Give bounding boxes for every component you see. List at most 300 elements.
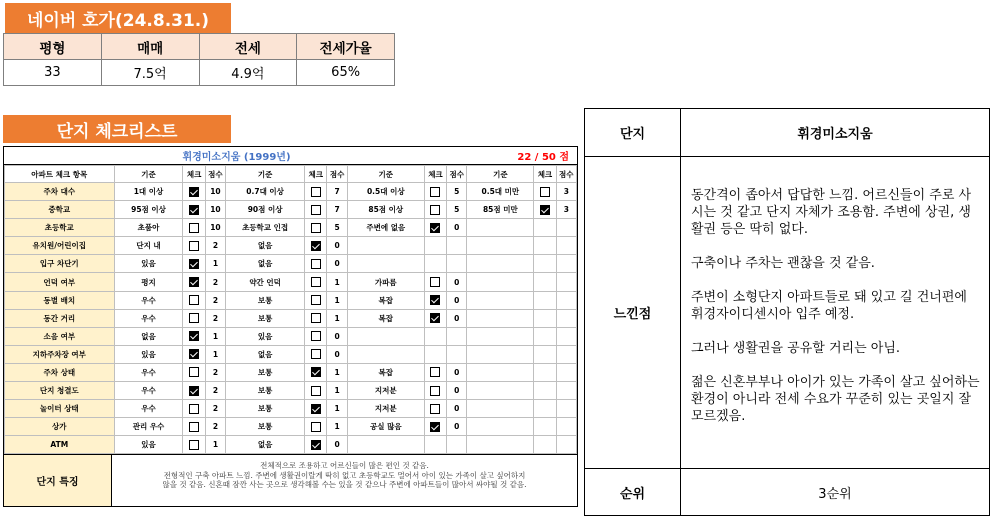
criterion-label: 우수 bbox=[114, 309, 183, 327]
checklist-row bbox=[5, 382, 577, 400]
checkbox-checked[interactable] bbox=[189, 205, 199, 215]
check-cell bbox=[305, 400, 327, 418]
criterion-label bbox=[347, 255, 424, 273]
check-item-label: 지하주차장 여부 bbox=[5, 345, 115, 363]
checklist-column-header: 기준 bbox=[226, 166, 305, 183]
impression-paragraph: 주변이 소형단지 아파트들로 돼 있고 길 건너편에 휘경자이디센시아 입주 예정. bbox=[691, 290, 967, 322]
criterion-label: 우수 bbox=[114, 400, 183, 418]
points-value: 2 bbox=[205, 363, 225, 381]
criterion-label bbox=[467, 291, 534, 309]
criterion-label: 0.7대 이상 bbox=[226, 183, 305, 201]
points-value: 2 bbox=[205, 382, 225, 400]
checkbox-unchecked[interactable] bbox=[430, 187, 440, 197]
points-value bbox=[556, 363, 576, 381]
check-item-label: 단지 청결도 bbox=[5, 382, 115, 400]
criterion-label: 우수 bbox=[114, 382, 183, 400]
impression-paragraph: 젊은 신혼부부나 아이가 있는 가족이 살고 싶어하는 환경이 아니라 전세 수요가 꾸준히 있는 곳일지 잘 모르겠음. bbox=[691, 375, 980, 424]
checkbox-unchecked[interactable] bbox=[189, 422, 199, 432]
check-cell bbox=[534, 400, 556, 418]
checkbox-unchecked[interactable] bbox=[311, 187, 321, 197]
points-value: 0 bbox=[327, 255, 347, 273]
points-value: 10 bbox=[205, 219, 225, 237]
check-cell bbox=[534, 345, 556, 363]
checkbox-checked[interactable] bbox=[430, 422, 440, 432]
criterion-label: 1대 이상 bbox=[114, 183, 183, 201]
checkbox-checked[interactable] bbox=[189, 187, 199, 197]
check-item-label: 소음 여부 bbox=[5, 327, 115, 345]
checklist-column-header: 점수 bbox=[447, 166, 467, 183]
criterion-label bbox=[467, 436, 534, 454]
checklist-title: 단지 체크리스트 bbox=[3, 115, 231, 143]
points-value: 2 bbox=[205, 291, 225, 309]
checkbox-checked[interactable] bbox=[189, 277, 199, 287]
checkbox-checked[interactable] bbox=[540, 205, 550, 215]
points-value bbox=[556, 436, 576, 454]
criterion-label: 90점 이상 bbox=[226, 201, 305, 219]
checklist-column-header: 기준 bbox=[467, 166, 534, 183]
points-value: 1 bbox=[327, 273, 347, 291]
points-value: 5 bbox=[327, 219, 347, 237]
points-value bbox=[556, 255, 576, 273]
checkbox-checked[interactable] bbox=[430, 295, 440, 305]
checkbox-unchecked[interactable] bbox=[311, 223, 321, 233]
criterion-label: 공실 많음 bbox=[347, 418, 424, 436]
points-value bbox=[556, 237, 576, 255]
check-cell bbox=[424, 219, 446, 237]
feature-line: 전체적으로 조용하고 어르신들이 많은 편인 것 같음. bbox=[260, 461, 429, 471]
naver-price-title: 네이버 호가(24.8.31.) bbox=[5, 3, 231, 33]
points-value bbox=[447, 237, 467, 255]
feature-line: 않을 것 같음. 신혼때 잠깐 사는 곳으로 생각해볼 수는 있을 것 같으나 주변에 아파트들이 많아서 싸야될 것 같음. bbox=[162, 480, 527, 490]
check-item-label: ATM bbox=[5, 436, 115, 454]
checklist-rows bbox=[5, 183, 577, 454]
check-cell bbox=[183, 291, 205, 309]
checkbox-unchecked[interactable] bbox=[311, 277, 321, 287]
check-cell bbox=[424, 418, 446, 436]
criterion-label bbox=[467, 400, 534, 418]
check-item-label: 입구 차단기 bbox=[5, 255, 115, 273]
checkbox-checked[interactable] bbox=[311, 404, 321, 414]
checklist-row bbox=[5, 309, 577, 327]
checkbox-unchecked[interactable] bbox=[189, 440, 199, 450]
criterion-label bbox=[347, 237, 424, 255]
rank-label: 순위 bbox=[585, 469, 681, 515]
value-jeonse: 4.9억 bbox=[199, 60, 297, 86]
checklist-row bbox=[5, 400, 577, 418]
criterion-label: 관리 우수 bbox=[114, 418, 183, 436]
check-cell bbox=[424, 382, 446, 400]
points-value bbox=[447, 436, 467, 454]
checklist-column-header: 기준 bbox=[347, 166, 424, 183]
checklist-row bbox=[5, 219, 577, 237]
check-item-label: 동간 거리 bbox=[5, 309, 115, 327]
checkbox-checked[interactable] bbox=[189, 386, 199, 396]
criterion-label bbox=[467, 219, 534, 237]
impression-text bbox=[681, 157, 989, 468]
check-cell bbox=[183, 327, 205, 345]
checkbox-checked[interactable] bbox=[311, 440, 321, 450]
check-cell bbox=[534, 237, 556, 255]
summary-table bbox=[584, 108, 990, 516]
points-value bbox=[556, 382, 576, 400]
criterion-label: 가파름 bbox=[347, 273, 424, 291]
check-cell bbox=[534, 382, 556, 400]
check-cell bbox=[534, 327, 556, 345]
points-value bbox=[556, 327, 576, 345]
value-sale: 7.5억 bbox=[101, 60, 199, 86]
criterion-label bbox=[467, 327, 534, 345]
points-value: 0 bbox=[447, 382, 467, 400]
check-cell bbox=[305, 436, 327, 454]
total-score: 22 / 50 점 bbox=[517, 152, 569, 163]
checklist-column-header: 체크 bbox=[534, 166, 556, 183]
checkbox-unchecked[interactable] bbox=[430, 205, 440, 215]
check-cell bbox=[183, 345, 205, 363]
points-value: 3 bbox=[556, 183, 576, 201]
impression-paragraph: 구축이나 주차는 괜찮을 것 같음. bbox=[691, 256, 875, 271]
checkbox-unchecked[interactable] bbox=[311, 205, 321, 215]
criterion-label: 지저분 bbox=[347, 400, 424, 418]
criterion-label bbox=[467, 255, 534, 273]
check-cell bbox=[424, 291, 446, 309]
checklist-row bbox=[5, 273, 577, 291]
points-value bbox=[556, 309, 576, 327]
check-cell bbox=[183, 309, 205, 327]
checklist-column-header: 점수 bbox=[205, 166, 225, 183]
complex-features-row bbox=[4, 454, 577, 506]
points-value: 2 bbox=[205, 418, 225, 436]
checkbox-checked[interactable] bbox=[189, 331, 199, 341]
check-cell bbox=[305, 309, 327, 327]
check-cell bbox=[183, 219, 205, 237]
check-item-label: 초등학교 bbox=[5, 219, 115, 237]
criterion-label: 초등학교 인접 bbox=[226, 219, 305, 237]
summary-complex-row bbox=[585, 109, 989, 157]
criterion-label bbox=[347, 327, 424, 345]
check-cell bbox=[424, 237, 446, 255]
points-value: 0 bbox=[327, 237, 347, 255]
checklist-row bbox=[5, 291, 577, 309]
checkbox-unchecked[interactable] bbox=[311, 295, 321, 305]
points-value: 0 bbox=[327, 345, 347, 363]
points-value bbox=[447, 345, 467, 363]
checklist-row bbox=[5, 418, 577, 436]
checkbox-unchecked[interactable] bbox=[311, 422, 321, 432]
checklist-header bbox=[4, 147, 577, 165]
criterion-label: 없음 bbox=[226, 237, 305, 255]
checkbox-unchecked[interactable] bbox=[189, 404, 199, 414]
check-item-label: 상가 bbox=[5, 418, 115, 436]
criterion-label: 주변에 없음 bbox=[347, 219, 424, 237]
criterion-label: 단지 내 bbox=[114, 237, 183, 255]
criterion-label: 95점 이상 bbox=[114, 201, 183, 219]
checklist-row bbox=[5, 201, 577, 219]
check-cell bbox=[183, 201, 205, 219]
criterion-label: 보통 bbox=[226, 418, 305, 436]
check-cell bbox=[424, 327, 446, 345]
check-cell bbox=[534, 418, 556, 436]
criterion-label bbox=[467, 309, 534, 327]
points-value: 0 bbox=[447, 309, 467, 327]
points-value: 0 bbox=[447, 291, 467, 309]
check-cell bbox=[424, 273, 446, 291]
checkbox-unchecked[interactable] bbox=[430, 386, 440, 396]
criterion-label: 있음 bbox=[114, 255, 183, 273]
points-value: 1 bbox=[327, 400, 347, 418]
points-value: 7 bbox=[327, 183, 347, 201]
price-table bbox=[3, 33, 395, 86]
criterion-label: 있음 bbox=[114, 345, 183, 363]
checklist-row bbox=[5, 363, 577, 381]
points-value: 3 bbox=[556, 201, 576, 219]
checkbox-checked[interactable] bbox=[430, 223, 440, 233]
check-cell bbox=[424, 309, 446, 327]
check-cell bbox=[305, 183, 327, 201]
checkbox-unchecked[interactable] bbox=[189, 313, 199, 323]
checklist-row bbox=[5, 255, 577, 273]
complex-features-text bbox=[112, 455, 577, 506]
checkbox-checked[interactable] bbox=[430, 313, 440, 323]
points-value: 1 bbox=[205, 327, 225, 345]
check-cell bbox=[534, 309, 556, 327]
header-jeonse-ratio: 전세가율 bbox=[297, 34, 395, 60]
points-value bbox=[447, 327, 467, 345]
criterion-label bbox=[467, 345, 534, 363]
check-cell bbox=[183, 363, 205, 381]
points-value: 10 bbox=[205, 201, 225, 219]
criterion-label bbox=[347, 345, 424, 363]
checklist-column-header: 체크 bbox=[305, 166, 327, 183]
check-cell bbox=[183, 400, 205, 418]
value-jeonse-ratio: 65% bbox=[297, 60, 395, 86]
checkbox-unchecked[interactable] bbox=[430, 277, 440, 287]
check-cell bbox=[183, 382, 205, 400]
points-value bbox=[556, 219, 576, 237]
points-value: 0 bbox=[447, 363, 467, 381]
checkbox-unchecked[interactable] bbox=[430, 367, 440, 377]
points-value: 1 bbox=[205, 255, 225, 273]
check-cell bbox=[424, 400, 446, 418]
points-value: 2 bbox=[205, 273, 225, 291]
points-value bbox=[556, 400, 576, 418]
criterion-label: 0.5대 미만 bbox=[467, 183, 534, 201]
checkbox-checked[interactable] bbox=[311, 241, 321, 251]
checklist-column-header: 아파트 체크 항목 bbox=[5, 166, 115, 183]
check-cell bbox=[424, 183, 446, 201]
points-value: 1 bbox=[327, 418, 347, 436]
criterion-label: 보통 bbox=[226, 291, 305, 309]
check-cell bbox=[305, 201, 327, 219]
check-cell bbox=[183, 418, 205, 436]
checklist-column-header: 점수 bbox=[327, 166, 347, 183]
complex-value: 휘경미소지움 bbox=[797, 127, 873, 142]
checkbox-unchecked[interactable] bbox=[430, 404, 440, 414]
checklist-table bbox=[4, 165, 577, 454]
checkbox-checked[interactable] bbox=[189, 349, 199, 359]
checklist-row bbox=[5, 237, 577, 255]
check-cell bbox=[305, 327, 327, 345]
complex-checklist bbox=[3, 146, 578, 507]
check-cell bbox=[534, 363, 556, 381]
check-item-label: 동별 배치 bbox=[5, 291, 115, 309]
value-size: 33 bbox=[4, 60, 102, 86]
check-cell bbox=[534, 273, 556, 291]
check-cell bbox=[424, 436, 446, 454]
check-cell bbox=[305, 418, 327, 436]
points-value: 0 bbox=[327, 327, 347, 345]
impression-label: 느낀점 bbox=[585, 157, 681, 468]
criterion-label: 우수 bbox=[114, 363, 183, 381]
checklist-row bbox=[5, 183, 577, 201]
criterion-label: 평지 bbox=[114, 273, 183, 291]
criterion-label: 복잡 bbox=[347, 291, 424, 309]
criterion-label: 85점 이상 bbox=[347, 201, 424, 219]
check-item-label: 놀이터 상태 bbox=[5, 400, 115, 418]
checkbox-checked[interactable] bbox=[311, 367, 321, 377]
checkbox-unchecked[interactable] bbox=[189, 295, 199, 305]
check-cell bbox=[305, 255, 327, 273]
checklist-column-header: 기준 bbox=[114, 166, 183, 183]
checkbox-unchecked[interactable] bbox=[540, 187, 550, 197]
points-value: 10 bbox=[205, 183, 225, 201]
check-cell bbox=[305, 273, 327, 291]
check-cell bbox=[183, 183, 205, 201]
criterion-label: 복잡 bbox=[347, 309, 424, 327]
points-value bbox=[556, 345, 576, 363]
points-value: 2 bbox=[205, 400, 225, 418]
check-cell bbox=[534, 436, 556, 454]
check-cell bbox=[424, 345, 446, 363]
points-value: 0 bbox=[327, 436, 347, 454]
complex-features-label: 단지 특징 bbox=[4, 455, 112, 506]
criterion-label bbox=[467, 273, 534, 291]
criterion-label: 약간 언덕 bbox=[226, 273, 305, 291]
points-value: 1 bbox=[205, 436, 225, 454]
criterion-label: 보통 bbox=[226, 309, 305, 327]
points-value: 5 bbox=[447, 183, 467, 201]
checkbox-unchecked[interactable] bbox=[189, 223, 199, 233]
check-cell bbox=[424, 201, 446, 219]
summary-rank-row bbox=[585, 469, 989, 515]
criterion-label bbox=[467, 237, 534, 255]
criterion-label: 없음 bbox=[226, 255, 305, 273]
check-item-label: 주차 대수 bbox=[5, 183, 115, 201]
checkbox-unchecked[interactable] bbox=[311, 313, 321, 323]
header-size: 평형 bbox=[4, 34, 102, 60]
checkbox-unchecked[interactable] bbox=[311, 331, 321, 341]
checkbox-unchecked[interactable] bbox=[311, 386, 321, 396]
points-value: 2 bbox=[205, 309, 225, 327]
points-value: 1 bbox=[327, 291, 347, 309]
impression-paragraph: 동간격이 좁아서 답답한 느낌. 어르신들이 주로 사시는 것 같고 단지 자체가 조용함. 주변에 상권, 생활권 등은 딱히 없다. bbox=[691, 188, 972, 237]
check-cell bbox=[183, 255, 205, 273]
criterion-label: 지저분 bbox=[347, 382, 424, 400]
rank-value: 3순위 bbox=[818, 486, 852, 502]
points-value: 1 bbox=[327, 363, 347, 381]
impression-paragraph: 그러나 생활권을 공유할 거리는 아님. bbox=[691, 341, 901, 356]
check-cell bbox=[305, 382, 327, 400]
checklist-column-headers bbox=[5, 166, 577, 183]
check-item-label: 중학교 bbox=[5, 201, 115, 219]
points-value: 0 bbox=[447, 219, 467, 237]
check-cell bbox=[305, 363, 327, 381]
points-value: 7 bbox=[327, 201, 347, 219]
check-item-label: 언덕 여부 bbox=[5, 273, 115, 291]
criterion-label: 우수 bbox=[114, 291, 183, 309]
criterion-label: 85점 미만 bbox=[467, 201, 534, 219]
criterion-label bbox=[467, 418, 534, 436]
header-sale: 매매 bbox=[101, 34, 199, 60]
points-value: 1 bbox=[327, 382, 347, 400]
criterion-label: 없음 bbox=[226, 436, 305, 454]
criterion-label: 초품아 bbox=[114, 219, 183, 237]
criterion-label: 보통 bbox=[226, 400, 305, 418]
points-value bbox=[556, 291, 576, 309]
checklist-column-header: 체크 bbox=[183, 166, 205, 183]
points-value: 2 bbox=[205, 237, 225, 255]
points-value: 0 bbox=[447, 418, 467, 436]
criterion-label: 있음 bbox=[114, 436, 183, 454]
check-cell bbox=[534, 183, 556, 201]
criterion-label: 없음 bbox=[226, 345, 305, 363]
checkbox-unchecked[interactable] bbox=[189, 367, 199, 377]
complex-name: 휘경미소지움 (1999년) bbox=[182, 152, 291, 163]
checkbox-unchecked[interactable] bbox=[311, 349, 321, 359]
checkbox-unchecked[interactable] bbox=[311, 259, 321, 269]
check-cell bbox=[183, 273, 205, 291]
check-cell bbox=[534, 201, 556, 219]
points-value: 0 bbox=[447, 273, 467, 291]
criterion-label: 0.5대 이상 bbox=[347, 183, 424, 201]
check-cell bbox=[305, 219, 327, 237]
points-value bbox=[556, 273, 576, 291]
check-cell bbox=[305, 291, 327, 309]
points-value: 1 bbox=[327, 309, 347, 327]
complex-label: 단지 bbox=[585, 109, 681, 156]
check-cell bbox=[305, 237, 327, 255]
checklist-row bbox=[5, 436, 577, 454]
points-value: 5 bbox=[447, 201, 467, 219]
checklist-column-header: 점수 bbox=[556, 166, 576, 183]
header-jeonse: 전세 bbox=[199, 34, 297, 60]
criterion-label: 복잡 bbox=[347, 363, 424, 381]
check-cell bbox=[424, 363, 446, 381]
points-value bbox=[556, 418, 576, 436]
criterion-label: 보통 bbox=[226, 382, 305, 400]
points-value: 0 bbox=[447, 400, 467, 418]
check-cell bbox=[305, 345, 327, 363]
checkbox-checked[interactable] bbox=[189, 259, 199, 269]
check-item-label: 주차 상태 bbox=[5, 363, 115, 381]
criterion-label: 보통 bbox=[226, 363, 305, 381]
summary-impression-row bbox=[585, 157, 989, 469]
check-cell bbox=[534, 219, 556, 237]
check-cell bbox=[424, 255, 446, 273]
check-cell bbox=[183, 436, 205, 454]
points-value bbox=[447, 255, 467, 273]
checkbox-unchecked[interactable] bbox=[189, 241, 199, 251]
criterion-label bbox=[347, 436, 424, 454]
checklist-row bbox=[5, 345, 577, 363]
criterion-label: 있음 bbox=[226, 327, 305, 345]
checklist-row bbox=[5, 327, 577, 345]
checklist-column-header: 체크 bbox=[424, 166, 446, 183]
check-cell bbox=[534, 255, 556, 273]
criterion-label bbox=[467, 382, 534, 400]
check-cell bbox=[534, 291, 556, 309]
criterion-label: 없음 bbox=[114, 327, 183, 345]
check-cell bbox=[183, 237, 205, 255]
